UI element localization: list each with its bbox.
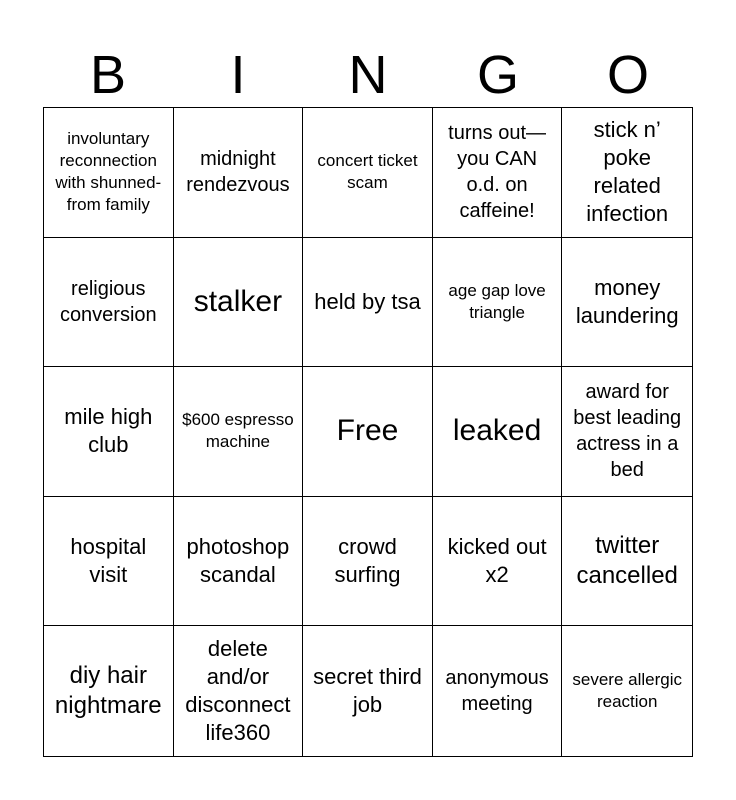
cell-text: anonymous meeting	[445, 667, 549, 716]
cell-text: leaked	[452, 414, 542, 448]
cell-text: stick n’ poke related infection	[586, 117, 669, 227]
bingo-cell[interactable]	[303, 238, 433, 368]
cell-text: hospital visit	[70, 534, 147, 588]
cell-text: kicked out x2	[447, 534, 547, 588]
bingo-cell[interactable]	[44, 238, 174, 368]
cell-text: midnight rendezvous	[186, 148, 290, 197]
cell-text: stalker	[193, 284, 283, 318]
cell-text: secret third job	[313, 664, 422, 718]
cell-text: severe allergic reaction	[572, 670, 682, 712]
cell-text: turns out—you CAN o.d. on caffeine!	[448, 122, 546, 223]
bingo-cell[interactable]	[562, 367, 692, 497]
cell-text: delete and/or disconnect life360	[185, 636, 291, 746]
header-letter-n: N	[348, 45, 388, 105]
bingo-cell[interactable]	[433, 367, 563, 497]
cell-text: mile high club	[64, 404, 153, 458]
bingo-cell[interactable]	[303, 626, 433, 756]
cell-text: religious conversion	[59, 277, 157, 326]
header-letter-i: I	[230, 45, 246, 105]
cell-text: involuntary reconnection with shunned-from family	[55, 129, 162, 215]
cell-text: diy hair nightmare	[54, 662, 162, 720]
bingo-cell[interactable]	[433, 108, 563, 238]
cell-text: money laundering	[575, 274, 679, 328]
bingo-cell[interactable]	[44, 497, 174, 627]
cell-text: photoshop scandal	[186, 534, 290, 588]
bingo-cell[interactable]	[44, 626, 174, 756]
bingo-board	[43, 107, 693, 757]
free-space-text: Free	[336, 414, 399, 448]
header-letter-b: B	[89, 45, 127, 105]
bingo-cell[interactable]	[562, 108, 692, 238]
bingo-cell[interactable]	[174, 626, 304, 756]
cell-text: concert ticket scam	[317, 151, 418, 193]
bingo-cell[interactable]	[174, 497, 304, 627]
header-letter-o: O	[606, 45, 649, 105]
bingo-cell[interactable]	[433, 497, 563, 627]
bingo-cell[interactable]	[174, 367, 304, 497]
bingo-header	[43, 44, 693, 106]
bingo-cell[interactable]	[44, 367, 174, 497]
cell-text: held by tsa	[314, 288, 421, 314]
cell-text: crowd surfing	[334, 534, 401, 588]
free-space-cell[interactable]	[303, 367, 433, 497]
bingo-cell[interactable]	[303, 497, 433, 627]
header-letter-g: G	[476, 45, 519, 105]
bingo-cell[interactable]	[303, 108, 433, 238]
cell-text: $600 espresso machine	[182, 410, 294, 452]
cell-text: age gap love triangle	[448, 280, 546, 322]
bingo-cell[interactable]	[174, 108, 304, 238]
bingo-cell[interactable]	[562, 626, 692, 756]
bingo-cell[interactable]	[562, 497, 692, 627]
cell-text: award for best leading actress in a bed	[573, 381, 682, 482]
bingo-cell[interactable]	[433, 238, 563, 368]
bingo-cell[interactable]	[562, 238, 692, 368]
bingo-cell[interactable]	[433, 626, 563, 756]
bingo-cell[interactable]	[174, 238, 304, 368]
bingo-cell[interactable]	[44, 108, 174, 238]
cell-text: twitter cancelled	[576, 532, 678, 590]
